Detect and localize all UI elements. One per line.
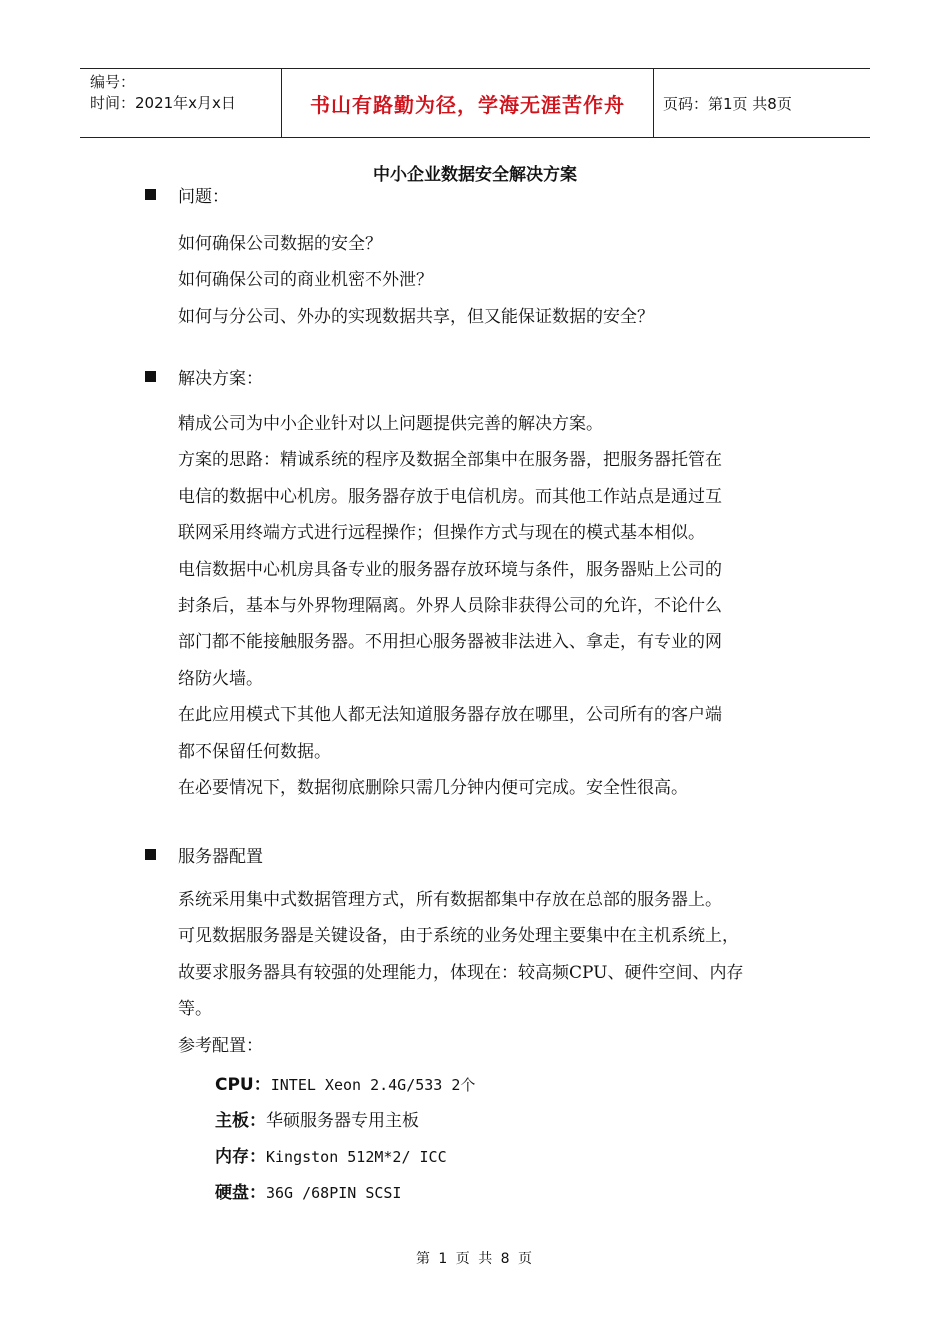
config-key: 内存： — [215, 1147, 266, 1167]
page-footer: 第 1 页 共 8 页 — [415, 1251, 535, 1267]
text-line: 系统采用集中式数据管理方式，所有数据都集中存放在总部的服务器上。 — [178, 890, 722, 910]
square-bullet-icon — [145, 189, 156, 200]
page-info: 页码：第1页 共8页 — [663, 94, 792, 113]
text-line: 方案的思路：精诚系统的程序及数据全部集中在服务器，把服务器托管在 — [178, 450, 722, 471]
config-list — [215, 1067, 475, 1211]
section-heading-solution — [145, 364, 263, 389]
section-heading-server — [145, 842, 263, 867]
text-line: 络防火墙。 — [178, 668, 263, 689]
document-title: 中小企业数据安全解决方案 — [373, 165, 577, 185]
text-line: 如何与分公司、外办的实现数据共享，但又能保证数据的安全？ — [178, 306, 654, 327]
text-line: 联网采用终端方式进行远程操作；但操作方式与现在的模式基本相似。 — [178, 523, 705, 544]
config-value: 36G /68PIN SCSI — [266, 1184, 402, 1202]
time-label: 时间：2021年x月x日 — [90, 94, 236, 112]
square-bullet-icon — [145, 371, 156, 382]
problem-paragraph — [178, 226, 818, 335]
text-line: 参考配置： — [178, 1035, 263, 1056]
config-item-disk — [215, 1175, 475, 1211]
header-table — [80, 68, 870, 138]
text-line: 电信的数据中心机房。服务器存放于电信机房。而其他工作站点是通过互 — [178, 486, 722, 507]
text-line: 封条后，基本与外界物理隔离。外界人员除非获得公司的允许，不论什么 — [178, 596, 722, 617]
text-line: 在必要情况下，数据彻底删除只需几分钟内便可完成。安全性很高。 — [178, 778, 688, 799]
server-paragraph — [178, 882, 818, 1064]
config-item-cpu — [215, 1067, 475, 1103]
motto: 书山有路勤为径，学海无涯苦作舟 — [282, 69, 654, 137]
text-line: 可见数据服务器是关键设备，由于系统的业务处理主要集中在主机系统上， — [178, 926, 739, 947]
text-line: 精成公司为中小企业针对以上问题提供完善的解决方案。 — [178, 414, 603, 434]
config-key: 主板： — [215, 1111, 266, 1131]
section-heading-label: 服务器配置 — [178, 847, 263, 867]
square-bullet-icon — [145, 849, 156, 860]
text-line: 如何确保公司的商业机密不外泄？ — [178, 270, 433, 291]
section-heading-label: 解决方案： — [178, 369, 263, 389]
section-heading-problem — [145, 182, 229, 207]
config-key: CPU： — [215, 1075, 271, 1095]
text-line: 部门都不能接触服务器。不用担心服务器被非法进入、拿走，有专业的网 — [178, 632, 722, 653]
number-label: 编号： — [90, 73, 136, 91]
text-line: 故要求服务器具有较强的处理能力，体现在：较高频CPU、硬件空间、内存 — [178, 962, 744, 983]
config-key: 硬盘： — [215, 1183, 266, 1203]
config-item-motherboard — [215, 1103, 475, 1139]
text-line: 在此应用模式下其他人都无法知道服务器存放在哪里，公司所有的客户端 — [178, 705, 722, 726]
header-meta — [80, 69, 282, 137]
config-value: Kingston 512M*2/ ICC — [266, 1148, 447, 1166]
text-line: 都不保留任何数据。 — [178, 741, 331, 762]
text-line: 电信数据中心机房具备专业的服务器存放环境与条件，服务器贴上公司的 — [178, 559, 722, 580]
config-item-memory — [215, 1139, 475, 1175]
config-value: INTEL Xeon 2.4G/533 2个 — [270, 1076, 476, 1094]
text-line: 等。 — [178, 999, 212, 1020]
solution-paragraph — [178, 406, 818, 806]
section-heading-label: 问题： — [178, 187, 229, 207]
text-line: 如何确保公司数据的安全？ — [178, 234, 382, 254]
config-value: 华硕服务器专用主板 — [266, 1111, 419, 1131]
